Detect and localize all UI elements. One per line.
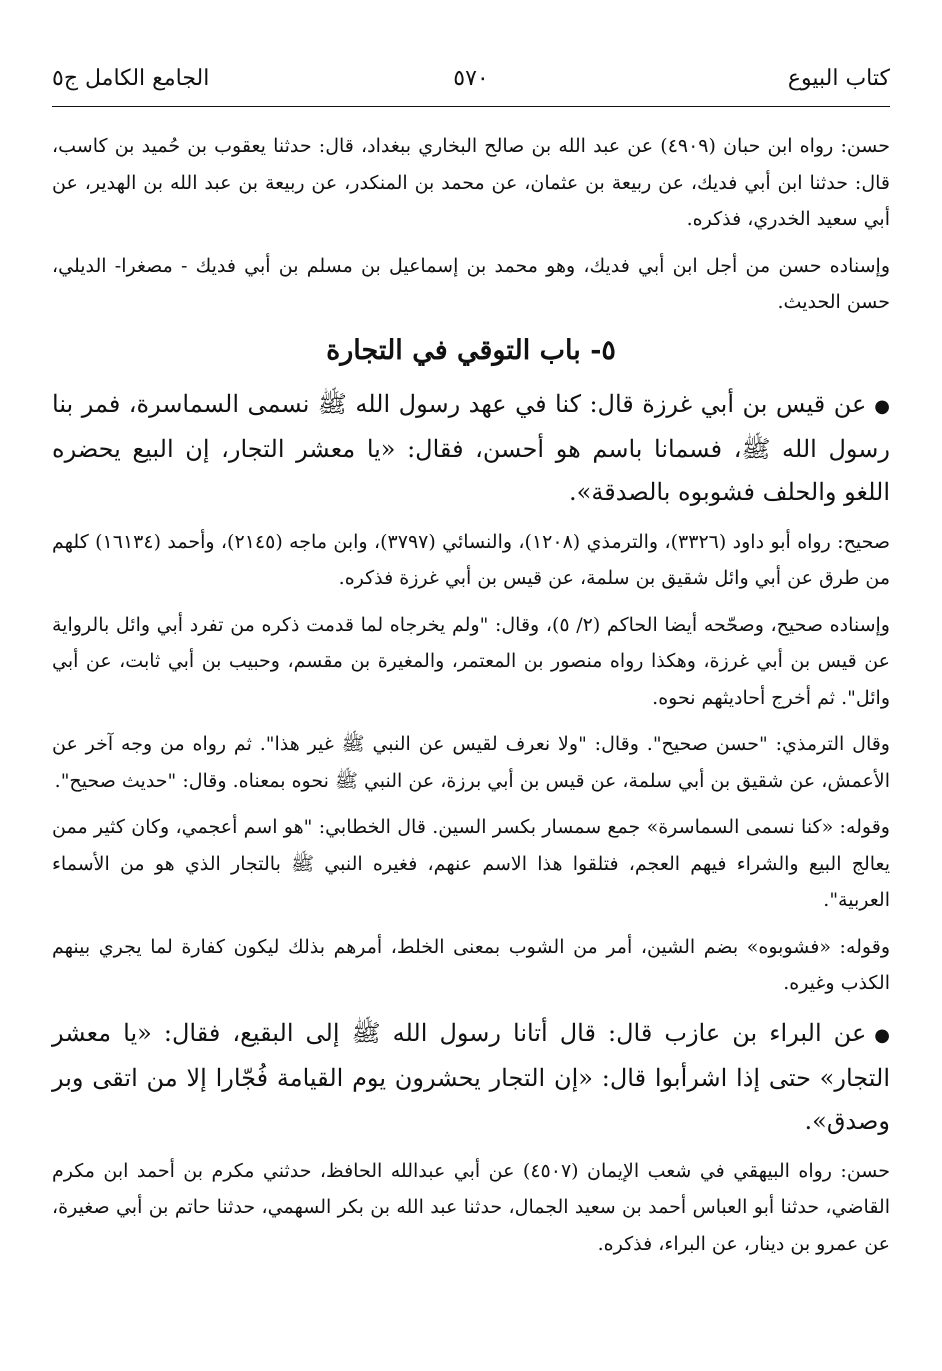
commentary-paragraph: وإسناده صحيح، وصحّحه أيضا الحاكم (٢/ ٥)، وقال: "ولم يخرجاه لما قدمت ذكره من تفرد أبي وائل بالرواية عن قيس بن أبي غرزة، وهكذا رواه منصور بن المعتمر، والمغيرة بن مقسم، وحبيب بن أبي ثابت، عن أبي وائل". ثم أخرج أحاديثهم نحوه. <box>52 613 890 709</box>
takhrij-paragraph: صحيح: رواه أبو داود (٣٣٢٦)، والترمذي (١٢٠٨)، والنسائي (٣٧٩٧)، وابن ماجه (٢١٤٥)، وأحمد (١٦١٣٤) كلهم من طرق عن أبي وائل شقيق بن سلمة، عن قيس بن أبي غرزة فذكره. <box>52 530 890 589</box>
header-book-title: كتاب البيوع <box>787 66 890 91</box>
header-volume-title: الجامع الكامل ج٥ <box>52 66 210 91</box>
hadith-body: عن قيس بن أبي غرزة قال: كنا في عهد رسول الله ﷺ نسمى السماسرة، فمر بنا رسول الله ﷺ، فسمانا باسم هو أحسن، فقال: «يا معشر التجار، إن البيع يحضره اللغو والحلف فشوبوه بالصدقة». <box>52 389 890 506</box>
hadith-body: عن البراء بن عازب قال: قال أتانا رسول الله ﷺ إلى البقيع، فقال: «يا معشر التجار» حتى إذا اشرأبوا قال: «إن التجار يحشرون يوم القيامة فُجّارا إلا من اتقى وبر وصدق». <box>52 1018 890 1135</box>
takhrij-paragraph: حسن: رواه ابن حبان (٤٩٠٩) عن عبد الله بن صالح البخاري ببغداد، قال: حدثنا يعقوب بن حُميد بن كاسب، قال: حدثنا ابن أبي فديك، عن ربيعة بن عثمان، عن محمد بن المنكدر، عن ربيعة بن عبد الله بن الهدير، عن أبي سعيد الخدري، فذكره. <box>52 135 890 230</box>
header-rule <box>52 106 890 107</box>
bullet-icon: ● <box>874 395 890 417</box>
bullet-icon: ● <box>874 1024 890 1046</box>
commentary-paragraph: وقوله: «كنا نسمى السماسرة» جمع سمسار بكسر السين. قال الخطابي: "هو اسم أعجمي، وكان كثير ممن يعالج البيع والشراء فيهم العجم، فتلقوا هذا الاسم عنهم، فغيره النبي ﷺ بالتجار الذي هو من الأسماء العربية". <box>52 816 890 911</box>
commentary-paragraph: وقوله: «فشوبوه» بضم الشين، أمر من الشوب بمعنى الخلط، أمرهم بذلك ليكون كفارة لما يجري بينهم الكذب وغيره. <box>52 935 890 994</box>
isnad-paragraph: وإسناده حسن من أجل ابن أبي فديك، وهو محمد بن إسماعيل بن مسلم بن أبي فديك - مصغرا- الديلي، حسن الحديث. <box>52 254 890 313</box>
commentary-paragraph: وقال الترمذي: "حسن صحيح". وقال: "ولا نعرف لقيس عن النبي ﷺ غير هذا". ثم رواه من وجه آخر عن الأعمش، عن شقيق بن أبي سلمة، عن قيس بن أبي برزة، عن النبي ﷺ نحوه بمعناه. وقال: "حديث صحيح". <box>52 733 890 792</box>
main-content <box>52 128 890 1272</box>
chapter-heading: ٥- باب التوقي في التجارة <box>326 334 616 366</box>
page-number: ٥٧٠ <box>453 66 489 91</box>
hadith-text <box>52 1012 890 1143</box>
takhrij-paragraph: حسن: رواه البيهقي في شعب الإيمان (٤٥٠٧) عن أبي عبدالله الحافظ، حدثني مكرم بن أحمد ابن مكرم القاضي، حدثنا أبو العباس أحمد بن سعيد الجمال، حدثنا عبد الله بن بكر السهمي، حدثنا حاتم بن أبي صغيرة، عن عمرو بن دينار، عن البراء، فذكره. <box>52 1159 890 1255</box>
running-header <box>52 66 890 102</box>
hadith-text <box>52 383 890 514</box>
